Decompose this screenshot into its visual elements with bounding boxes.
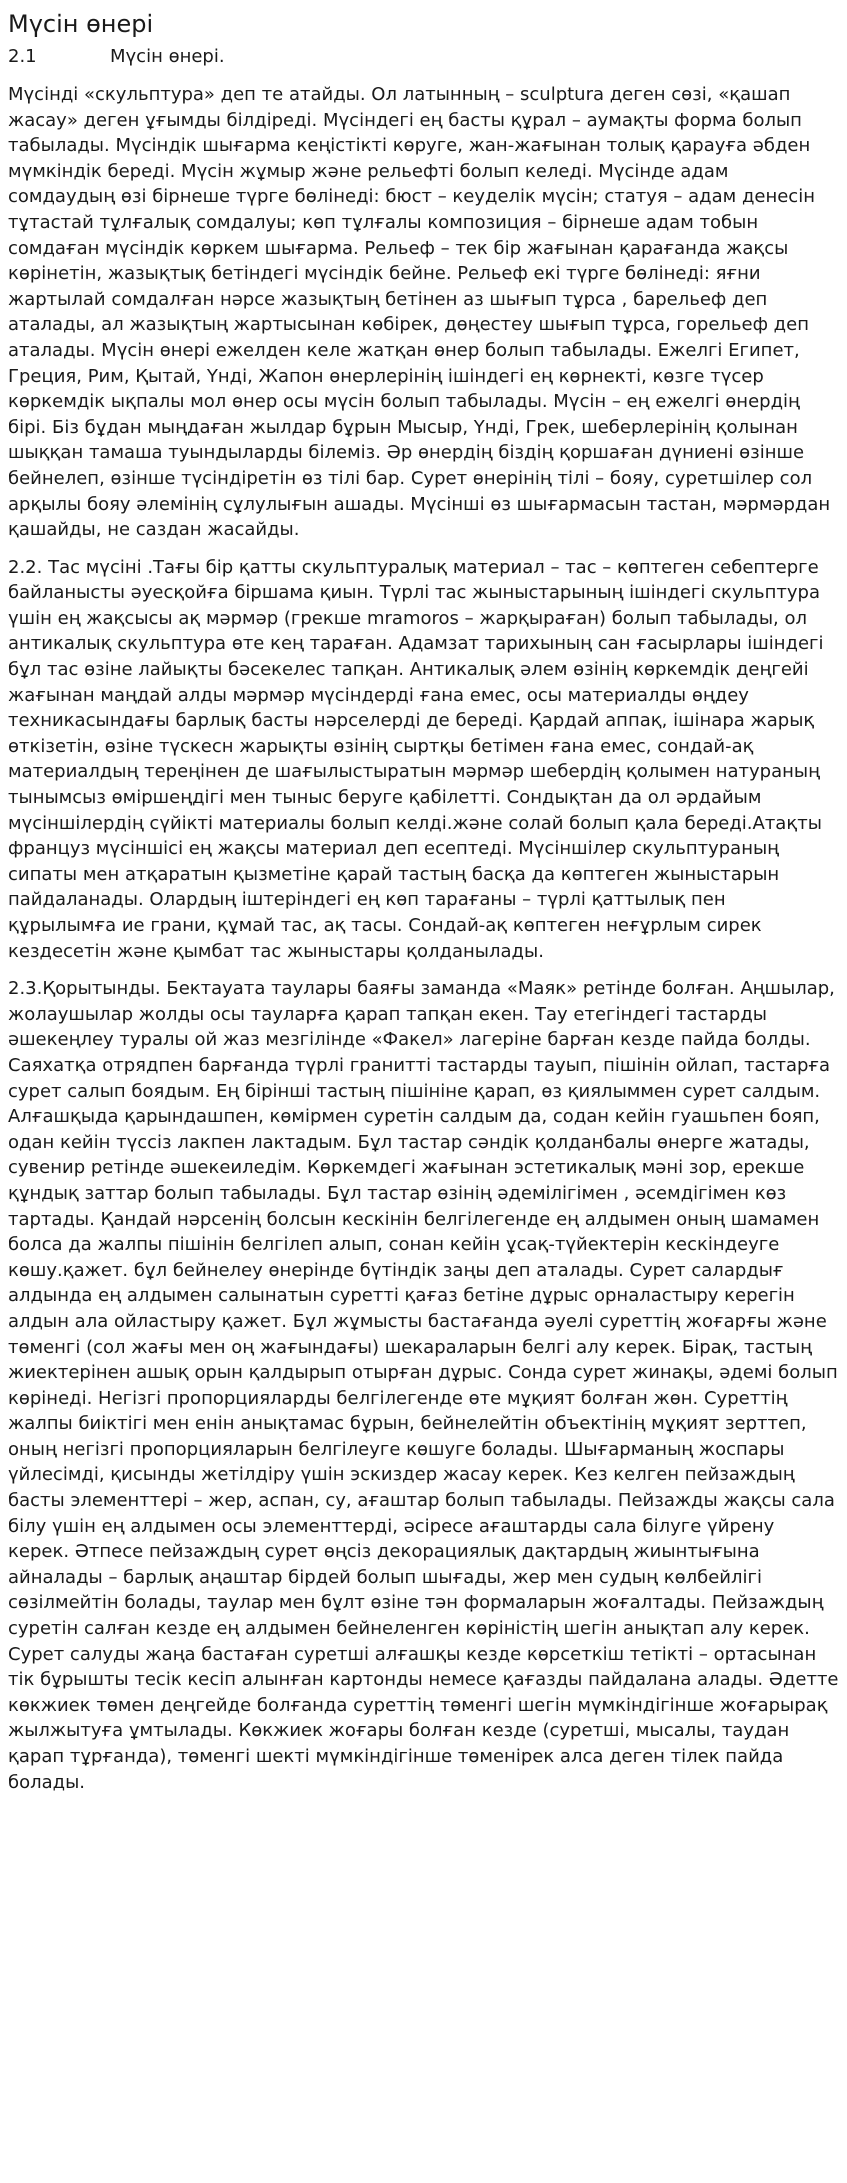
page-title: Мүсін өнері xyxy=(8,10,154,38)
section-heading-text: Мүсін өнері. xyxy=(110,46,225,67)
paragraph-stone-sculpture: 2.2. Тас мүсіні .Тағы бір қатты скульптуралық материал – тас – көптеген себептерге байланысты әуесқойға біршама қиын. Түрлі тас жыныстарының ішіндегі скульптура үшін ең жақсысы ақ мәрмәр (грекше mramoros – жарқыраған) болып табылады, ол антикалық скульптура өте кең тараған. Адамзат тарихының сан ғасырлары ішіндегі бұл тас өзіне лайықты бәсекелес тапқан. Антикалық әлем өзінің көркемдік деңгейі жағынан маңдай алды мәрмәр мүсіндерді ғана емес, осы материалды өңдеу техникасындағы барлық басты нәрселерді де береді. Қардай аппақ, ішінара жарық өткізетін, өзіне түскесн жарықты өзінің сыртқы бетімен ғана емес, сондай-ақ материалдың тереңінен де шағылыстыратын мәрмәр шебердің қолымен натураның тынымсыз өміршеңдігі мен тыныс беруге қабілетті. Сондықтан да ол әрдайым мүсіншілердің сүйікті материалы болып келді.және солай болып қала береді.Атақты француз мүсіншісі ең жақсы материал деп есептеді. Мүсіншілер скульптураның сипаты мен атқаратын қызметіне қарай тастың басқа да көптеген жыныстарын пайдаланады. Олардың іштеріндегі ең көп тарағаны – түрлі қаттылық пен құрылымға ие грани, құмай тас, ақ тасы. Сондай-ақ көптеген неғұрлым сирек кездесетін және қымбат тас жыныстары қолданылады. xyxy=(8,556,824,962)
paragraph-conclusion: 2.3.Қорытынды. Бектауата таулары баяғы заманда «Маяк» ретінде болған. Аңшылар, жолаушылар жолды осы тауларға қарап тапқан екен. Тау етегіндегі тастарды әшекеңлеу туралы ой жаз мезгілінде «Факел» лагеріне барған кезде пайда болды. Саяхатқа отрядпен барғанда түрлі гранитті тастарды тауып, пішінін ойлап, тастарға сурет салып боядым. Ең бірінші тастың пішініне қарап, өз қиялыммен сурет салдым. Алғашқыда қарындашпен, көмірмен суретін салдым да, содан кейін гуашьпен бояп, одан кейін түссіз лакпен лактадым. Бұл тастар сәндік қолданбалы өнерге жатады, сувенир ретінде әшекеиледім. Көркемдегі жағынан эстетикалық мәні зор, ерекше құндық заттар болып табылады. Бұл тастар өзінің әдемілігімен , әсемдігімен көз тартады. Қандай нәрсенің болсын кескінін белгілегенде ең алдымен оның шамамен болса да жалпы пішінін белгілеп алып, сонан кейін ұсақ-түйектерін кескіндеуге көшу.қажет. бұл бейнелеу өнерінде бүтіндік заңы деп аталады. Сурет салардығ алдында ең алдымен салынатын суретті қағаз бетіне дұрыс орналастыру керегін алдын ала ойластыру қажет. Бұл жұмысты бастағанда әуелі суреттің жоғарғы және төменгі (сол жағы мен оң жағындағы) шекараларын белгі алу керек. Бірақ, тастың жиектерінен ашық орын қалдырып отырған дұрыс. Сонда сурет жинақы, әдемі болып көрінеді. Негізгі пропорцияларды белгілегенде өте мұқият болған жөн. Суреттің жалпы биіктігі мен енін анықтамас бұрын, бейнелейтін объектінің мұқият зерттеп, оның негізгі пропорцияларын белгілеуге көшуге болады. Шығарманың жоспары үйлесімді, қисынды жетілдіру үшін эскиздер жасау керек. Кез келген пейзаждың басты элементтері – жер, аспан, су, ағаштар болып табылады. Пейзажды жақсы сала білу үшін ең алдымен осы элементтерді, әсіресе ағаштарды сала білуге үйрену керек. Әтпесе пейзаждың сурет өңсіз декорациялық дақтардың жиынтығына айналады – барлық аңаштар бірдей болып шығады, жер мен судың көлбейлігі сөзілмейтін болады, таулар мен бұлт өзіне тән формаларын жоғалтады. Пейзаждың суретін салған кезде ең алдымен бейнеленген көріністің шегін анықтап алу керек. Сурет салуды жаңа бастаған суретші алғашқы кезде көрсеткіш тетікті – ортасынан тік бұрышты тесік кесіп алынған картонды немесе қағазды пайдалана алады. Әдетте көкжиек төмен деңгейде болғанда суреттің төменгі шегін мүмкіндігінше жоғарырақ жылжытуға ұмтылады. Көкжиек жоғары болған кезде (суретші, мысалы, таудан қарап тұрғанда), төменгі шекті мүмкіндігінше төменірек алса деген тілек пайда болады. xyxy=(8,978,839,1793)
section-heading xyxy=(8,44,839,70)
section-number: 2.1 xyxy=(8,46,37,67)
paragraph-intro: Мүсінді «скульптура» деп те атайды. Ол латынның – sculptura деген сөзі, «қашап жасау» деген ұғымды білдіреді. Мүсіндегі ең басты құрал – аумақты форма болып табылады. Мүсіндік шығарма кеңістікті көруге, жан-жағынан толық қарауға әбден мүмкіндік береді. Мүсін жұмыр және рельефті болып келеді. Мүсінде адам сомдаудың өзі бірнеше түрге бөлінеді: бюст – кеуделік мүсін; статуя – адам денесін тұтастай тұлғалық сомдалуы; көп тұлғалы композиция – бірнеше адам тобын сомдаған мүсіндік көркем шығарма. Рельеф – тек бір жағынан қарағанда жақсы көрінетін, жазықтық бетіндегі мүсіндік бейне. Рельеф екі түрге бөлінеді: яғни жартылай сомдалған нәрсе жазықтың бетінен аз шығып тұрса , барельеф деп аталады, ал жазықтың жартысынан көбірек, дөңестеу шығып тұрса, горельеф деп аталады. Мүсін өнері ежелден келе жатқан өнер болып табылады. Ежелгі Египет, Греция, Рим, Қытай, Үнді, Жапон өнерлерінің ішіндегі ең көрнекті, көзге түсер көркемдік ықпалы мол өнер осы мүсін болып табылады. Мүсін – ең ежелгі өнердің бірі. Біз бұдан мыңдаған жылдар бұрын Мысыр, Үнді, Грек, шеберлерінің қолынан шыққан тамаша туындыларды білеміз. Әр өнердің біздің қоршаған дүниені өзінше бейнелеп, өзінше түсіндіретін өз тілі бар. Сурет өнерінің тілі – бояу, суретшілер сол арқылы бояу әлемінің сұлулығын ашады. Мүсінші өз шығармасын тастан, мәрмәрдан қашайды, не саздан жасайды. xyxy=(8,84,831,541)
